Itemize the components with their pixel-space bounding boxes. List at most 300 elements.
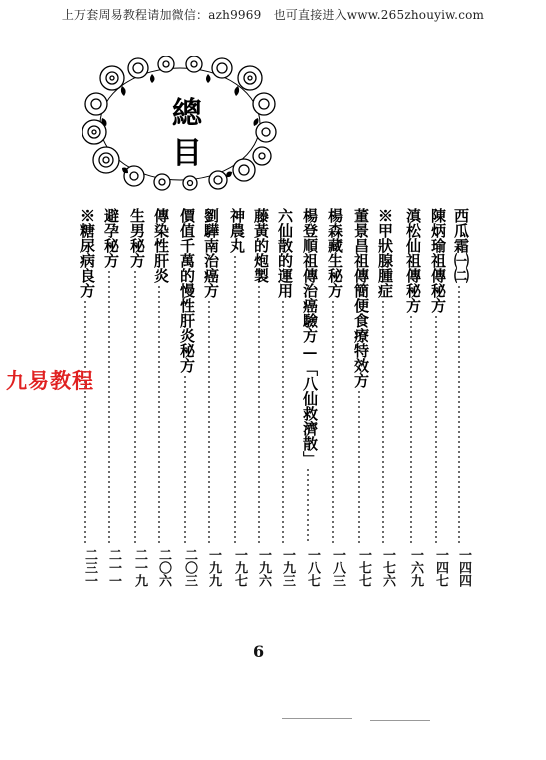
leader-dot [332, 416, 334, 418]
leader-dot [234, 316, 236, 318]
leader-dot [332, 471, 334, 473]
leader-dot [158, 391, 160, 393]
leader-dot [208, 301, 210, 303]
leader-dot [108, 411, 110, 413]
leader-dot [108, 536, 110, 538]
leader-dot [358, 421, 360, 423]
leader-dot [158, 481, 160, 483]
leader-dot [435, 366, 437, 368]
leader-dot [234, 371, 236, 373]
leader-dot [184, 441, 186, 443]
leader-dot [458, 446, 460, 448]
leader-dot [358, 521, 360, 523]
leader-dot [134, 401, 136, 403]
leader-dot [458, 356, 460, 358]
leader-dot [435, 446, 437, 448]
leader-dot [382, 471, 384, 473]
leader-dot [332, 306, 334, 308]
leader-dot [332, 426, 334, 428]
leader-dot [158, 316, 160, 318]
leader-dot [282, 506, 284, 508]
toc-page-12: 二〇三 [182, 548, 197, 587]
leader-dot [282, 366, 284, 368]
leader-dot [134, 321, 136, 323]
leader-dot [208, 451, 210, 453]
leader-dot [208, 321, 210, 323]
leader-dot [84, 466, 86, 468]
leader-dot [382, 436, 384, 438]
leader-dot [84, 451, 86, 453]
leader-dot [458, 526, 460, 528]
leader-dot [282, 536, 284, 538]
leader-dot [307, 489, 309, 491]
leader-dot [458, 401, 460, 403]
leader-dot [134, 396, 136, 398]
toc-page-6: 一八三 [330, 548, 345, 587]
leader-dot [382, 541, 384, 543]
leader-dot [134, 406, 136, 408]
leader-dot [358, 416, 360, 418]
leader-dot [435, 426, 437, 428]
leader-dot [332, 401, 334, 403]
leader-dot [108, 511, 110, 513]
leader-dot [234, 451, 236, 453]
leader-dot [382, 371, 384, 373]
leader-dot [435, 506, 437, 508]
leader-dot [158, 526, 160, 528]
leader-dot [382, 341, 384, 343]
leader-dot [332, 516, 334, 518]
leader-dot [208, 316, 210, 318]
leader-dot [382, 511, 384, 513]
leader-dot [234, 276, 236, 278]
leader-dot [458, 416, 460, 418]
leader-dot [332, 311, 334, 313]
leader-dot [458, 541, 460, 543]
leader-dot [282, 451, 284, 453]
leader-dot [410, 316, 412, 318]
leader-dot [258, 541, 260, 543]
leader-dot [458, 381, 460, 383]
leader-dot [84, 316, 86, 318]
leader-dot [108, 541, 110, 543]
leader-dot [134, 421, 136, 423]
leader-dot [435, 371, 437, 373]
leader-dot [108, 276, 110, 278]
leader-dot [84, 456, 86, 458]
leader-dot [134, 291, 136, 293]
leader-dot [134, 456, 136, 458]
leader-dot [332, 366, 334, 368]
leader-dot [358, 401, 360, 403]
leader-dot [282, 456, 284, 458]
leader-dot [158, 456, 160, 458]
leader-dot [108, 531, 110, 533]
leader-dot [234, 531, 236, 533]
toc-page-14: 二一九 [132, 548, 147, 587]
leader-dot [108, 351, 110, 353]
leader-dot [435, 441, 437, 443]
leader-dot [184, 431, 186, 433]
leader-dot [184, 541, 186, 543]
leader-dot [184, 501, 186, 503]
toc-entry-11: 劉驊南治癌方 [202, 208, 220, 298]
leader-dot [84, 361, 86, 363]
leader-dot [382, 411, 384, 413]
leader-dot [158, 301, 160, 303]
leader-dot [134, 306, 136, 308]
leader-dot [108, 431, 110, 433]
leader-dot [458, 451, 460, 453]
leader-dot [410, 536, 412, 538]
leader-dot [134, 441, 136, 443]
leader-dot [435, 406, 437, 408]
leader-dot [234, 286, 236, 288]
leader-dot [158, 506, 160, 508]
leader-dot [358, 466, 360, 468]
leader-dot [435, 416, 437, 418]
leader-dot [208, 396, 210, 398]
leader-dot [258, 511, 260, 513]
leader-dot [184, 426, 186, 428]
leader-dot [332, 451, 334, 453]
leader-dot [84, 496, 86, 498]
leader-dot [158, 366, 160, 368]
leader-dot [258, 361, 260, 363]
leader-dot [410, 361, 412, 363]
leader-dot [84, 311, 86, 313]
leader-dot [108, 356, 110, 358]
leader-dot [158, 326, 160, 328]
leader-dot [134, 476, 136, 478]
leader-dot [184, 401, 186, 403]
leader-dot [234, 296, 236, 298]
leader-dot [282, 321, 284, 323]
leader-dot [358, 406, 360, 408]
leader-dot [84, 406, 86, 408]
leader-dot [108, 381, 110, 383]
leader-dot [234, 361, 236, 363]
leader-dot [134, 381, 136, 383]
leader-dot [84, 486, 86, 488]
leader-dot [234, 351, 236, 353]
leader-dot [382, 316, 384, 318]
leader-dot [458, 466, 460, 468]
leader-dot [234, 391, 236, 393]
leader-dot [234, 356, 236, 358]
leader-dot [435, 326, 437, 328]
leader-dot [134, 276, 136, 278]
leader-dot [332, 476, 334, 478]
leader-dot [382, 331, 384, 333]
leader-dot [158, 321, 160, 323]
leader-dot [435, 411, 437, 413]
leader-dot [382, 536, 384, 538]
leader-dot [258, 441, 260, 443]
leader-dot [208, 516, 210, 518]
leader-dot [208, 376, 210, 378]
leader-dot [435, 516, 437, 518]
leader-dot [108, 336, 110, 338]
leader-dot [108, 306, 110, 308]
leader-dot [134, 431, 136, 433]
toc-entry-12: 價值千萬的慢性肝炎秘方 [178, 208, 196, 373]
leader-dot [358, 496, 360, 498]
leader-dot [234, 491, 236, 493]
leader-dot [458, 361, 460, 363]
leader-dot [234, 321, 236, 323]
leader-dot [458, 336, 460, 338]
leader-dot [184, 406, 186, 408]
leader-dot [332, 491, 334, 493]
leader-dot [358, 511, 360, 513]
leader-dot [282, 466, 284, 468]
leader-dot [184, 526, 186, 528]
leader-dot [108, 526, 110, 528]
leader-dot [282, 386, 284, 388]
leader-dot [282, 471, 284, 473]
leader-dot [208, 521, 210, 523]
leader-dot [234, 381, 236, 383]
leader-dot [410, 326, 412, 328]
leader-dot [108, 501, 110, 503]
leader-dot [435, 396, 437, 398]
leader-dot [382, 416, 384, 418]
leader-dot [410, 511, 412, 513]
leader-dot [307, 484, 309, 486]
leader-dot [234, 461, 236, 463]
leader-dot [108, 301, 110, 303]
leader-dot [134, 341, 136, 343]
leader-dot [358, 501, 360, 503]
leader-dot [258, 531, 260, 533]
leader-dot [208, 366, 210, 368]
leader-dot [410, 476, 412, 478]
leader-dot [435, 316, 437, 318]
leader-dot [410, 526, 412, 528]
leader-dot [208, 466, 210, 468]
title-char-2: 目 [172, 136, 202, 171]
leader-dot [158, 411, 160, 413]
leader-dot [332, 381, 334, 383]
leader-dot [84, 336, 86, 338]
leader-dot [282, 401, 284, 403]
leader-dot [84, 301, 86, 303]
leader-dot [158, 336, 160, 338]
leader-dot [282, 541, 284, 543]
leader-dot [258, 356, 260, 358]
leader-dot [258, 391, 260, 393]
leader-dot [382, 441, 384, 443]
leader-dot [410, 366, 412, 368]
leader-dot [332, 391, 334, 393]
leader-dot [458, 516, 460, 518]
leader-dot [208, 501, 210, 503]
leader-dot [134, 466, 136, 468]
leader-dot [282, 341, 284, 343]
leader-dot [234, 481, 236, 483]
leader-dot [435, 351, 437, 353]
leader-dot [158, 541, 160, 543]
leader-dot [382, 431, 384, 433]
leader-dot [234, 376, 236, 378]
leader-dot [108, 341, 110, 343]
leader-dot [234, 446, 236, 448]
leader-dot [108, 471, 110, 473]
leader-dot [208, 481, 210, 483]
leader-dot [158, 351, 160, 353]
leader-dot [282, 326, 284, 328]
leader-dot [435, 401, 437, 403]
leader-dot [208, 496, 210, 498]
leader-dot [134, 416, 136, 418]
leader-dot [184, 486, 186, 488]
leader-dot [435, 491, 437, 493]
leader-dot [108, 386, 110, 388]
leader-dot [158, 486, 160, 488]
leader-dot [332, 481, 334, 483]
leader-dot [282, 531, 284, 533]
leader-dot [358, 451, 360, 453]
leader-dot [134, 511, 136, 513]
leader-dot [410, 411, 412, 413]
leader-dot [134, 316, 136, 318]
leader-dot [234, 436, 236, 438]
toc-entry-10: 神農丸 [228, 208, 246, 253]
leader-dot [258, 446, 260, 448]
leader-dot [184, 491, 186, 493]
toc-page-9: 一九六 [256, 548, 271, 587]
leader-dot [410, 356, 412, 358]
leader-dot [410, 431, 412, 433]
leader-dot [458, 396, 460, 398]
leader-dot [134, 481, 136, 483]
leader-dot [458, 531, 460, 533]
leader-dot [258, 386, 260, 388]
leader-dot [458, 341, 460, 343]
leader-dot [282, 311, 284, 313]
leader-dot [134, 446, 136, 448]
leader-dot [458, 301, 460, 303]
leader-dot [410, 451, 412, 453]
leader-dot [134, 326, 136, 328]
leader-dot [134, 371, 136, 373]
leader-dot [108, 451, 110, 453]
leader-dot [208, 331, 210, 333]
toc-page-16: 二三一 [82, 548, 97, 587]
leader-dot [458, 491, 460, 493]
leader-dot [282, 376, 284, 378]
leader-dot [158, 446, 160, 448]
leader-dot [158, 346, 160, 348]
leader-dot [208, 541, 210, 543]
leader-dot [84, 411, 86, 413]
leader-dot [282, 346, 284, 348]
leader-dot [158, 291, 160, 293]
leader-dot [410, 321, 412, 323]
leader-dot [208, 311, 210, 313]
leader-dot [435, 511, 437, 513]
leader-dot [282, 421, 284, 423]
leader-dot [184, 536, 186, 538]
leader-dot [410, 381, 412, 383]
leader-dot [158, 441, 160, 443]
leader-dot [84, 526, 86, 528]
leader-dot [208, 391, 210, 393]
leader-dot [307, 469, 309, 471]
leader-dot [282, 351, 284, 353]
leader-dot [258, 331, 260, 333]
leader-dot [435, 541, 437, 543]
leader-dot [158, 521, 160, 523]
toc-entry-2: 陳炳瑜祖傳秘方 [429, 208, 447, 313]
leader-dot [358, 516, 360, 518]
leader-dot [282, 436, 284, 438]
leader-dot [358, 491, 360, 493]
leader-dot [307, 529, 309, 531]
leader-dot [410, 341, 412, 343]
leader-dot [358, 481, 360, 483]
leader-dot [208, 461, 210, 463]
leader-dot [410, 541, 412, 543]
leader-dot [435, 451, 437, 453]
leader-dot [282, 426, 284, 428]
leader-dot [184, 446, 186, 448]
toc-entry-13: 傳染性肝炎 [152, 208, 170, 283]
leader-dot [258, 481, 260, 483]
toc-page-13: 二〇六 [156, 548, 171, 587]
leader-dot [282, 516, 284, 518]
leader-dot [282, 301, 284, 303]
leader-dot [435, 431, 437, 433]
leader-dot [410, 426, 412, 428]
leader-dot [332, 386, 334, 388]
toc-page-10: 一九七 [232, 548, 247, 587]
leader-dot [184, 456, 186, 458]
leader-dot [208, 446, 210, 448]
leader-dot [382, 361, 384, 363]
leader-dot [435, 391, 437, 393]
logo-text: 九易教程 [6, 369, 94, 393]
leader-dot [358, 531, 360, 533]
leader-dot [234, 366, 236, 368]
leader-dot [158, 451, 160, 453]
leader-dot [134, 536, 136, 538]
leader-dot [84, 356, 86, 358]
leader-dot [158, 386, 160, 388]
leader-dot [358, 431, 360, 433]
leader-dot [332, 421, 334, 423]
toc-page-1: 一四四 [456, 548, 471, 587]
leader-dot [458, 321, 460, 323]
leader-dot [458, 481, 460, 483]
leader-dot [307, 534, 309, 536]
leader-dot [382, 326, 384, 328]
leader-dot [358, 461, 360, 463]
leader-dot [134, 496, 136, 498]
leader-dot [458, 351, 460, 353]
leader-dot [382, 386, 384, 388]
leader-dot [184, 511, 186, 513]
leader-dot [332, 371, 334, 373]
leader-dot [382, 491, 384, 493]
leader-dot [458, 296, 460, 298]
leader-dot [184, 381, 186, 383]
bottom-smudge [370, 720, 430, 721]
leader-dot [410, 486, 412, 488]
leader-dot [108, 421, 110, 423]
leader-dot [282, 306, 284, 308]
